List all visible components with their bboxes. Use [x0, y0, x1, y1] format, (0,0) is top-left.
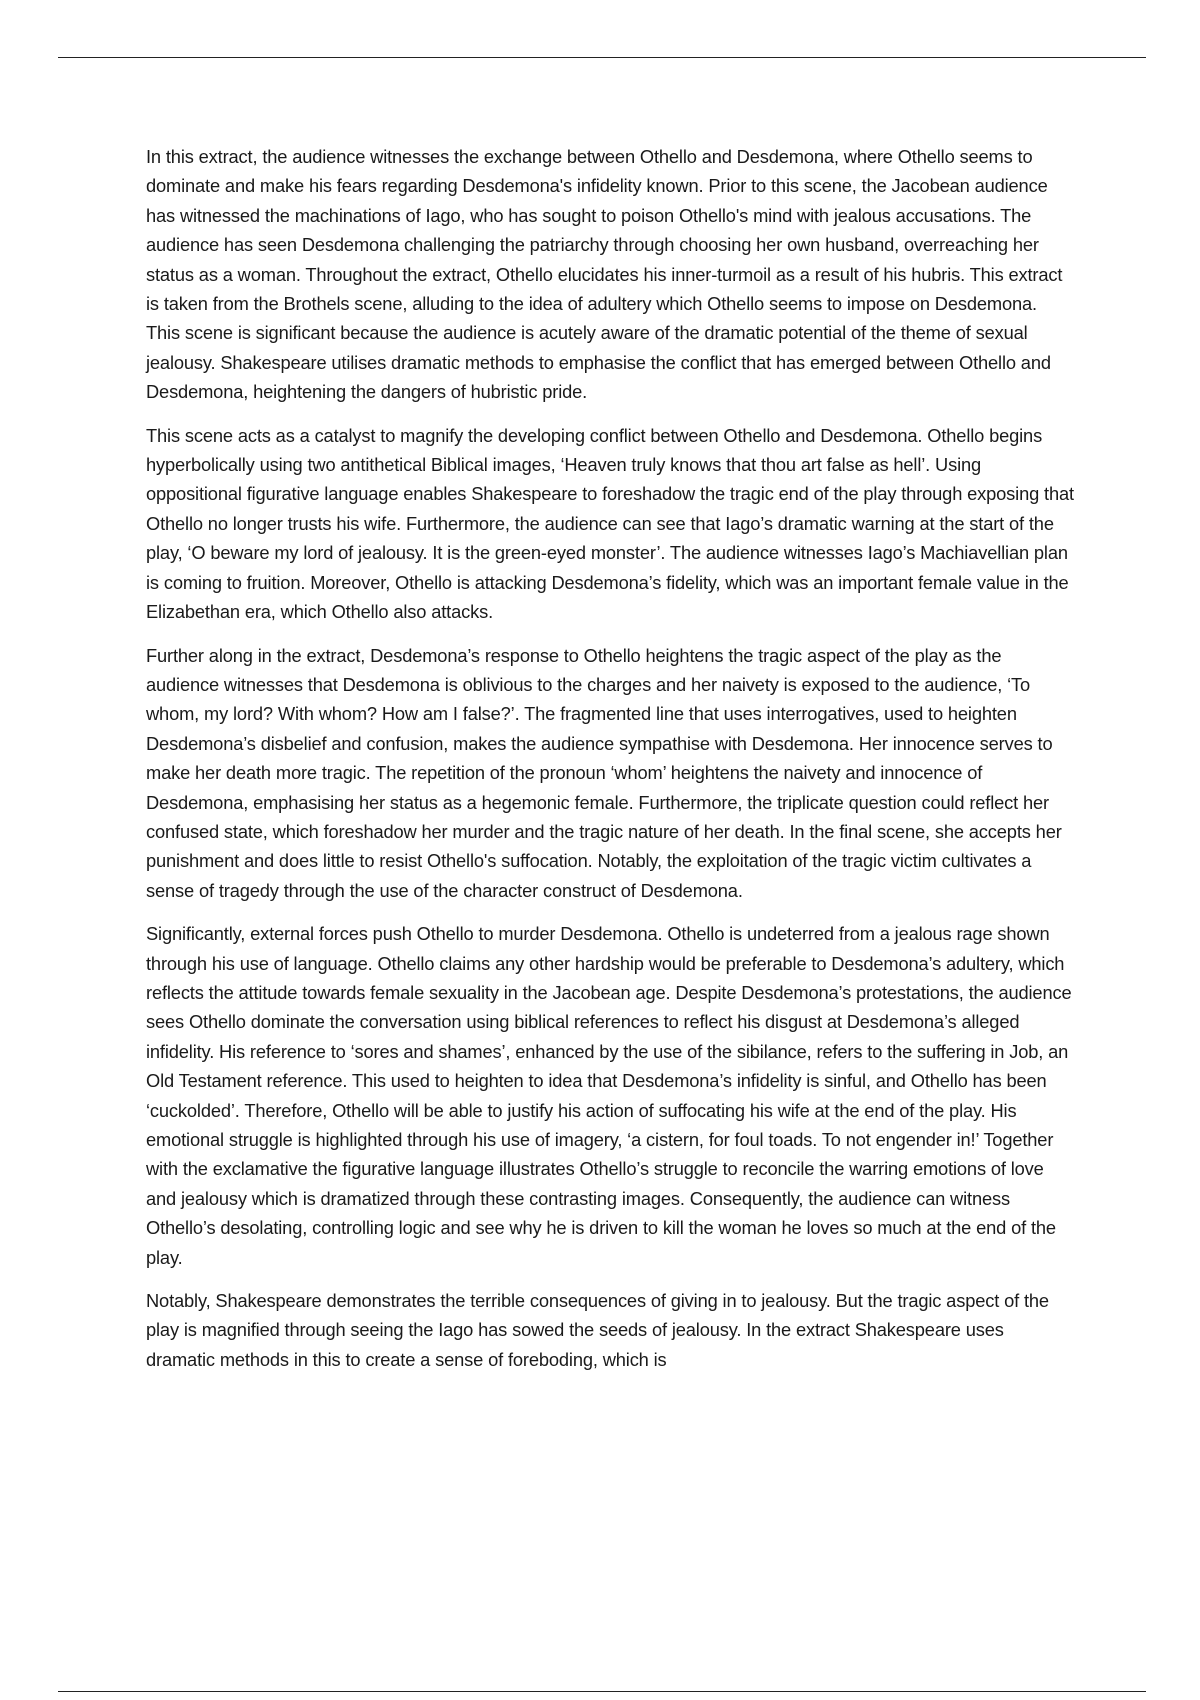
header-rule	[58, 57, 1146, 58]
paragraph-desdemona-response: Further along in the extract, Desdemona’s response to Othello heightens the tragic aspect of the play as the audience witnesses that Desdemona is oblivious to the charges and her naivety is exposed to the audience, ‘To whom, my lord? With whom? How am I false?’. The fragmented line that uses interrogatives, used to heighten Desdemona’s disbelief and confusion, makes the audience sympathise with Desdemona. Her innocence serves to make her death more tragic. The repetition of the pronoun ‘whom’ heightens the naivety and innocence of Desdemona, emphasising her status as a hegemonic female. Furthermore, the triplicate question could reflect her confused state, which foreshadow her murder and the tragic nature of her death. In the final scene, she accepts her punishment and does little to resist Othello's suffocation. Notably, the exploitation of the tragic victim cultivates a sense of tragedy through the use of the character construct of Desdemona.	[146, 644, 1062, 901]
paragraph-external-forces: Significantly, external forces push Othello to murder Desdemona. Othello is undeterred from a jealous rage shown through his use of language. Othello claims any other hardship would be preferable to Desdemona’s adultery, which reflects the attitude towards female sexuality in the Jacobean age. Despite Desdemona’s protestations, the audience sees Othello dominate the conversation using biblical references to reflect his disgust at Desdemona’s alleged infidelity. His reference to ‘sores and shames’, enhanced by the use of the sibilance, refers to the suffering in Job, an Old Testament reference. This used to heighten to idea that Desdemona’s infidelity is sinful, and Othello has been ‘cuckolded’. Therefore, Othello will be able to justify his action of suffocating his wife at the end of the play. His emotional struggle is highlighted through his use of imagery, ‘a cistern, for foul toads. To not engender in!’ Together with the exclamative the figurative language illustrates Othello’s struggle to reconcile the warring emotions of love and jealousy which is dramatized through these contrasting images. Consequently, the audience can witness Othello’s desolating, controlling logic and see why he is driven to kill the woman he loves so much at the end of the play.	[146, 923, 1072, 1268]
paragraph-introduction: In this extract, the audience witnesses the exchange between Othello and Desdemona, where Othello seems to dominate and make his fears regarding Desdemona's infidelity known. Prior to this scene, the Jacobean audience has witnessed the machinations of Iago, who has sought to poison Othello's mind with jealous accusations. The audience has seen Desdemona challenging the patriarchy through choosing her own husband, overreaching her status as a woman. Throughout the extract, Othello elucidates his inner-turmoil as a result of his hubris. This extract is taken from the Brothels scene, alluding to the idea of adultery which Othello seems to impose on Desdemona. This scene is significant because the audience is acutely aware of the dramatic potential of the theme of sexual jealousy. Shakespeare utilises dramatic methods to emphasise the conflict that has emerged between Othello and Desdemona, heightening the dangers of hubristic pride.	[146, 146, 1063, 403]
footer-rule	[58, 1691, 1146, 1692]
essay-body	[146, 142, 1074, 1388]
paragraph-catalyst: This scene acts as a catalyst to magnify the developing conflict between Othello and Desdemona. Othello begins hyperbolically using two antithetical Biblical images, ‘Heaven truly knows that thou art false as hell’. Using oppositional figurative language enables Shakespeare to foreshadow the tragic end of the play through exposing that Othello no longer trusts his wife. Furthermore, the audience can see that Iago’s dramatic warning at the start of the play, ‘O beware my lord of jealousy. It is the green-eyed monster’. The audience witnesses Iago’s Machiavellian plan is coming to fruition. Moreover, Othello is attacking Desdemona’s fidelity, which was an important female value in the Elizabethan era, which Othello also attacks.	[146, 424, 1074, 623]
paragraph-consequences: Notably, Shakespeare demonstrates the terrible consequences of giving in to jealousy. But the tragic aspect of the play is magnified through seeing the Iago has sowed the seeds of jealousy. In the extract Shakespeare uses dramatic methods in this to create a sense of foreboding, which is	[146, 1290, 1049, 1370]
